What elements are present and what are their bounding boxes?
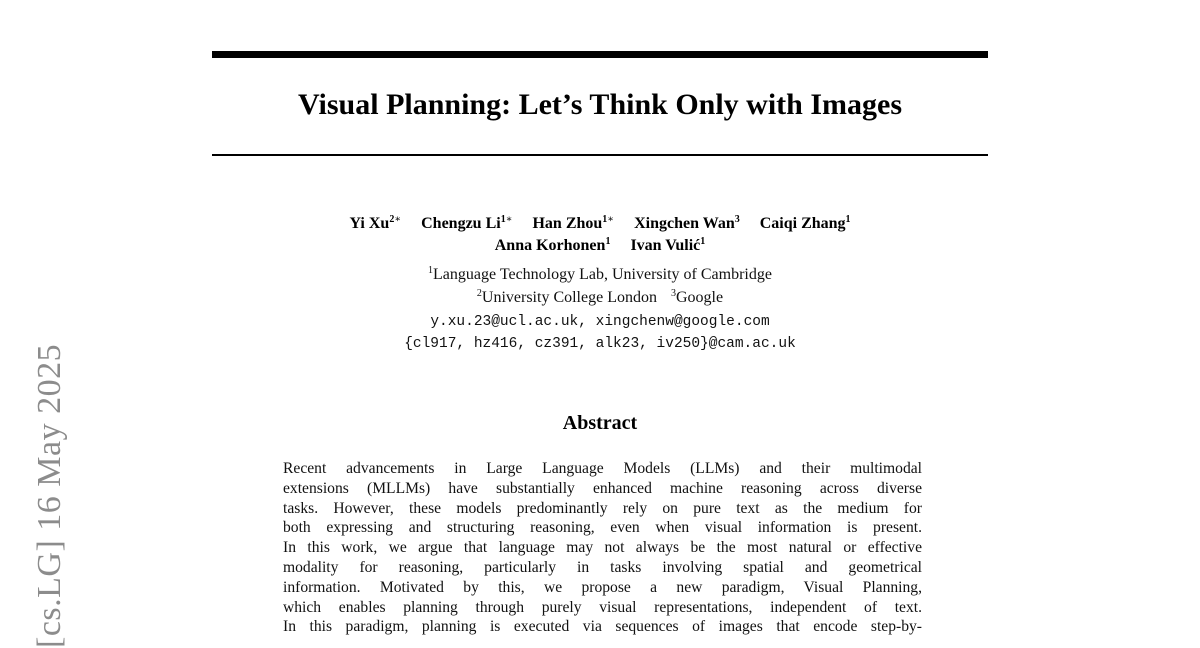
paper-title: Visual Planning: Let’s Think Only with Images <box>297 88 903 121</box>
author-name: Anna Korhonen$^1$ <box>494 236 611 254</box>
abstract-line: modality for reasoning, particularly in tasks involving spatial and geometrical <box>283 558 922 576</box>
author-name: Yi $Xu^{2∗}$ <box>349 214 402 232</box>
abstract-line: extensions (MLLMs) have substantially enhanced machine reasoning across diverse <box>283 479 922 497</box>
affiliation-line-2: $^2$University College London $^3$Google <box>476 288 724 306</box>
email-line-1: y.xu.23@ucl.ac.uk, xingchenw@google.com <box>430 314 770 330</box>
abstract-line: both expressing and structuring reasoning, even when visual information is present. <box>283 519 922 537</box>
author-name: Xingchen Wan$^3$ <box>634 214 740 232</box>
abstract-line: Recent advancements in Large Language Models (LLMs) and their multimodal <box>283 460 922 477</box>
abstract-body <box>283 459 922 637</box>
abstract-heading: Abstract <box>562 412 638 434</box>
arxiv-identifier-stamp: [cs.LG] 16 May 2025 <box>31 343 68 648</box>
abstract-line: which enables planning through purely visual representations, independent of text. <box>283 598 922 616</box>
author-name: Ivan Vulić$^1$ <box>630 236 706 254</box>
author-line-2 <box>212 231 988 257</box>
abstract-line: information. Motivated by this, we propose a new paradigm, Visual Planning, <box>283 578 922 596</box>
title-bottom-rule <box>212 154 988 156</box>
affiliation-line-1: $^1$Language Technology Lab, University of Cambridge <box>428 265 772 283</box>
email-line-2: {cl917, hz416, cz391, alk23, iv250}@cam.ac.uk <box>404 336 796 352</box>
author-name: Caiqi Zhang$^1$ <box>759 214 851 232</box>
author-name: Chengzu $Li^{1∗}$ <box>421 214 513 232</box>
abstract-line: tasks. However, these models predominantly rely on pure text as the medium for <box>283 499 922 517</box>
author-name: Han Zhou$^{1∗}$ <box>532 214 615 232</box>
title-top-rule <box>212 51 988 58</box>
abstract-line: In this paradigm, planning is executed via sequences of images that encode step-by- <box>283 618 922 636</box>
abstract-line: In this work, we argue that language may not always be the most natural or effective <box>283 539 922 557</box>
